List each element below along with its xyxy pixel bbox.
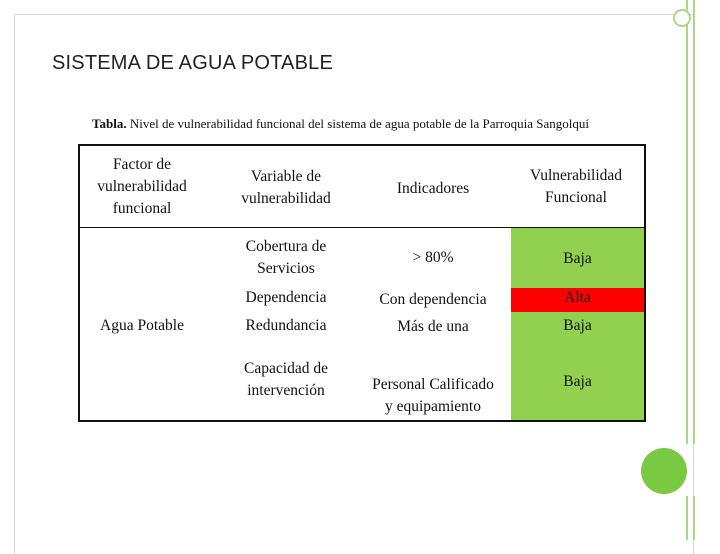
decorative-line [693, 0, 695, 444]
cell-text: Cobertura de [245, 238, 327, 255]
variable-cell [218, 236, 354, 280]
vulnerability-cell: Baja [563, 373, 592, 390]
variable-cell: Dependencia [245, 289, 327, 306]
decorative-circle-icon [641, 448, 687, 494]
cell-text: intervención [247, 382, 325, 399]
vulnerability-cell: Baja [563, 250, 592, 267]
header-text: Factor de [112, 156, 172, 173]
header-variable [216, 166, 356, 210]
header-text: Indicadores [396, 180, 470, 197]
cell-text: Capacidad de [244, 360, 328, 377]
factor-cell: Agua Potable [100, 317, 184, 334]
header-separator [78, 227, 646, 228]
header-indicadores [358, 178, 508, 200]
indicator-cell: > 80% [412, 249, 454, 266]
indicator-cell: Con dependencia [379, 291, 487, 308]
caption-label: Tabla. [92, 116, 127, 131]
slide-title: SISTEMA DE AGUA POTABLE [52, 52, 333, 74]
variable-cell [218, 358, 354, 402]
decorative-line [686, 0, 688, 444]
cell-text: Personal Calificado [372, 376, 494, 393]
decorative-ring-icon [673, 9, 691, 27]
header-text: Vulnerabilidad [529, 167, 623, 184]
decorative-line [693, 496, 695, 540]
decorative-line [686, 496, 688, 540]
header-factor [78, 154, 206, 220]
header-text: vulnerabilidad [97, 178, 187, 195]
caption-text: Nivel de vulnerabilidad funcional del sistema de agua potable de la Parroquia Sangolquí [129, 116, 590, 131]
vulnerability-cell: Baja [563, 317, 592, 334]
header-text: Funcional [545, 189, 607, 206]
vulnerability-table [78, 144, 646, 422]
table-caption [92, 116, 589, 132]
header-text: Variable de [250, 168, 322, 185]
header-vulnerabilidad [508, 165, 644, 209]
header-text: funcional [112, 200, 172, 217]
header-text: vulnerabilidad [241, 190, 331, 207]
cell-text: y equipamiento [385, 398, 481, 415]
variable-cell: Redundancia [245, 317, 327, 334]
indicator-cell: Más de una [397, 318, 469, 335]
vulnerability-cell: Alta [564, 289, 591, 306]
indicator-cell [358, 374, 508, 418]
cell-text: Servicios [257, 260, 315, 277]
